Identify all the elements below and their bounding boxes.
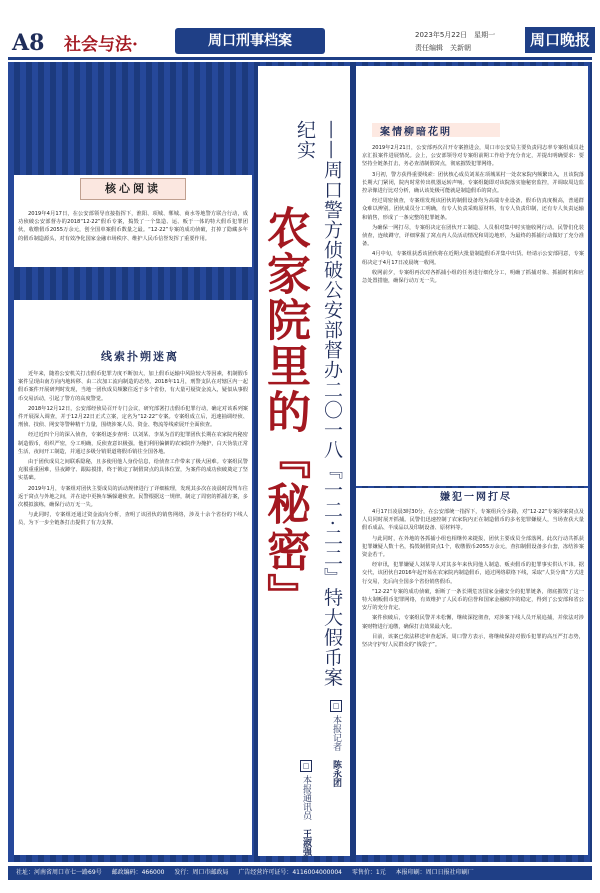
page-number: A8 bbox=[12, 30, 45, 56]
paragraph: 与此同时，在外地的各抓捕小组也相继传来捷报，团伙主要成员全部落网。此次行动共抓获犯罪嫌疑人数十名，捣毁制假窝点1个，收缴假币2055万余元，查扣制假设备多台套，冻结涉案资金若干。 bbox=[362, 535, 584, 559]
paragraph: 目前，该案已依法移送审查起诉。周口警方表示，将继续保持对假币犯罪的高压严打态势，坚决守护好人民群众的“钱袋子”。 bbox=[362, 633, 584, 649]
reporter-credit bbox=[330, 700, 343, 850]
arrest-heading: 嫌犯一网打尽 bbox=[440, 492, 512, 503]
header-rule bbox=[8, 57, 592, 60]
paragraph: 2019年1月，专案组对团伙主要成员的活动规律进行了详细梳理，发现其多次在凌晨时段驾车往返于窝点与外地之间，并在途中更换车辆躲避侦查。民警根据这一规律，制定了周密的抓捕方案，多次模拟演练，确保行动万无一失。 bbox=[18, 485, 248, 509]
paragraph: 近年来，随着公安机关打击假币犯罪力度不断加大，加上假币运输中风险较大等因素，机制假币案件呈现由南方向内地转移、由二次加工流向制造的态势。2018年11月，刑警支队在对辖区内一起假币案件开展研判时发现，当地一团伙成员频繁往返于多个省份，有大量可疑资金流入，疑似从事假币交易活动，引起了警方的高度警觉。 bbox=[18, 371, 248, 402]
column-tag: 周口刑事档案 bbox=[175, 28, 325, 54]
page-header bbox=[0, 0, 600, 56]
paragraph: 2018年12月12日，公安部经侦局召开专门会议，研究部署打击假币犯罪行动，确定对该系列案件开展深入调查，并于12月22日正式立案，定名为“12·22”专案。专案组成立后，迅速抽调经侦、刑侦、技侦、网安等警种精干力量，围绕涉案人员、资金、物流等线索展开全面侦查。 bbox=[18, 405, 248, 429]
reporter-name: 陈永团 bbox=[331, 760, 341, 787]
correspondent-label: 本报通讯员 bbox=[301, 775, 311, 820]
paragraph: 由于团伙成员之间联系隐秘，且多使用他人身份信息，给侦查工作带来了极大困难。专案组民警克服重重困难，昼夜蹲守、跟踪摸排，终于锁定了制假窝点的具体位置，为案件的成功侦破奠定了坚实基础。 bbox=[18, 459, 248, 482]
credit-mark-icon: □ bbox=[332, 702, 340, 710]
paragraph: 案件侦破后，专案组民警并未松懈，继续深挖彻查，对涉案下线人员开展追捕，并依法对涉案财物进行追缴，确保打击效果最大化。 bbox=[362, 615, 584, 630]
footer-printer: 本报印刷：周口日报社印刷厂 bbox=[395, 869, 474, 876]
correspondent-name: 王淑强 bbox=[301, 829, 311, 856]
clues-heading: 线索扑朔迷离 bbox=[101, 350, 179, 363]
article-title: 农家院里的『秘密』 bbox=[259, 205, 310, 619]
article-subtitle: ——周口警方侦破公安部督办二〇一八『一二·二二』特大假币案纪实 bbox=[294, 120, 343, 688]
dark-text bbox=[362, 144, 584, 482]
footer-address: 社址：河南省周口市七一路69号 bbox=[16, 869, 102, 876]
paragraph: 为确保一网打尽，专案组决定在团伙开工制造、人员相对集中时实施收网行动。民警们化装侦查，连续蹲守，详细掌握了窝点内人员活动情况和周边地形，为最终的抓捕行动做好了充分准备。 bbox=[362, 224, 584, 248]
issue-date: 2023年5月22日 星期一 bbox=[415, 31, 496, 39]
newspaper-logo: 周口晚报 bbox=[525, 27, 595, 53]
paragraph: 4月中旬，专案组获悉该团伙将在近期大批量制造假币并集中出货。经请示公安部同意，专案组决定于4月17日凌晨统一收网。 bbox=[362, 251, 584, 266]
paragraph: 经过近四个月的深入侦查，专案组逐步查明：以刘某、李某为首的犯罪团伙长期在农家院内秘密制造假币，组织严密，分工明确，反侦查意识极强。他们利用偏僻的农家院作为掩护，白天伪装正常生活，夜间开工制造，并通过多级分销渠道将假币销往全国各地。 bbox=[18, 432, 248, 455]
paragraph: 2019年4月17日，在公安部领导直接指挥下，淮阳、项城、郸城、商水等地警方联合行动，成功侦破公安部督办的2018“12·22”假币专案，捣毁了一个集造、运、贩于一体的特大假币犯罪团伙，收缴假币2055万余元，创全国单案假币数量之最。“12·22”专案的成功侦破，打掉了隐藏多年的假币制造源头，对有效净化国家金融市场秩序、维护人民币信誉发挥了重要作用。 bbox=[18, 211, 248, 242]
paragraph: 经审讯，犯罪嫌疑人刘某等人对其多年来伙同他人制造、贩卖假币的犯罪事实供认不讳。据交代，该团伙自2016年起开始在农家院内制造假币，通过网络联络下线，采取“人货分离”方式进行交易，先后向全国多个省份销售假币。 bbox=[362, 562, 584, 585]
editor-credit: 责任编辑 关新朝 bbox=[415, 44, 471, 52]
paragraph: 2019年2月21日，公安部再次召开专案推进会，周口市公安局主要负责同志率专案组成员赴京汇报案件进展情况。会上，公安部领导对专案组前期工作给予充分肯定，并提出明确要求：要坚持全链条打击，务必查清制假窝点，彻底摧毁犯罪网络。 bbox=[362, 145, 584, 168]
footer-license: 广告经营许可证号：4116004000004 bbox=[238, 869, 342, 876]
clues-text bbox=[18, 370, 248, 850]
paragraph: 3月初，警方获得重要线索：团伙核心成员刘某在项城某村一处农家院内频繁出入，且该院落长期大门紧闭，院内时常传出机器运转声响。专案组随即对该院落实施秘密监控，并调取周边监控录像进行比对分析，确认该处极可能就是制造假币的窝点。 bbox=[362, 171, 584, 195]
page-footer bbox=[8, 866, 592, 880]
correspondent-credit bbox=[300, 760, 313, 860]
paragraph: 与此同时，专案组还通过资金流向分析，查明了该团伙的销售网络，涉及十余个省份的下线人员，为下一步全链条打击提供了有力支撑。 bbox=[18, 512, 248, 527]
footer-price: 零售价：1元 bbox=[351, 869, 386, 876]
paragraph: 经过周密侦查，专案组发现该团伙的制假设备均为高端专业设备，假币仿真度极高，普通群众难以辨别。团伙成员分工明确，有专人负责采购原材料，有专人负责印制，还有专人负责运输和销售，形成了一条完整的犯罪链条。 bbox=[362, 198, 584, 221]
footer-distribution: 发行：周口市邮政局 bbox=[174, 869, 229, 876]
core-reading-text bbox=[18, 210, 248, 264]
core-reading-heading: 核心阅读 bbox=[80, 178, 186, 200]
dark-heading: 案情柳暗花明 bbox=[372, 123, 500, 137]
section-name: 社会与法· bbox=[64, 35, 138, 55]
paragraph: “12·22”专案的成功侦破，斩断了一条长期危害国家金融安全的犯罪链条，彻底摧毁了这一特大制贩假币犯罪网络，有效维护了人民币的信誉和国家金融秩序的稳定，得到了公安部和省公安厅的充分肯定。 bbox=[362, 588, 584, 612]
reporter-label: 本报记者 bbox=[331, 715, 341, 751]
arrest-text bbox=[362, 508, 584, 852]
paragraph: 4月17日凌晨3时30分，在公安部统一指挥下，专案组兵分多路，对“12·22”专案涉案窝点及人员同时展开抓捕。民警们迅速控制了农家院内正在制造假币的多名犯罪嫌疑人，当场查获大量假币成品、半成品以及印制设备、原材料等。 bbox=[362, 509, 584, 532]
paragraph: 收网前夕，专案组再次对各抓捕小组的任务进行细化分工，明确了抓捕对象、抓捕时机和应急处置措施，确保行动万无一失。 bbox=[362, 269, 584, 285]
credit-mark-icon: □ bbox=[302, 762, 310, 770]
footer-postcode: 邮政编码：466000 bbox=[111, 869, 165, 876]
